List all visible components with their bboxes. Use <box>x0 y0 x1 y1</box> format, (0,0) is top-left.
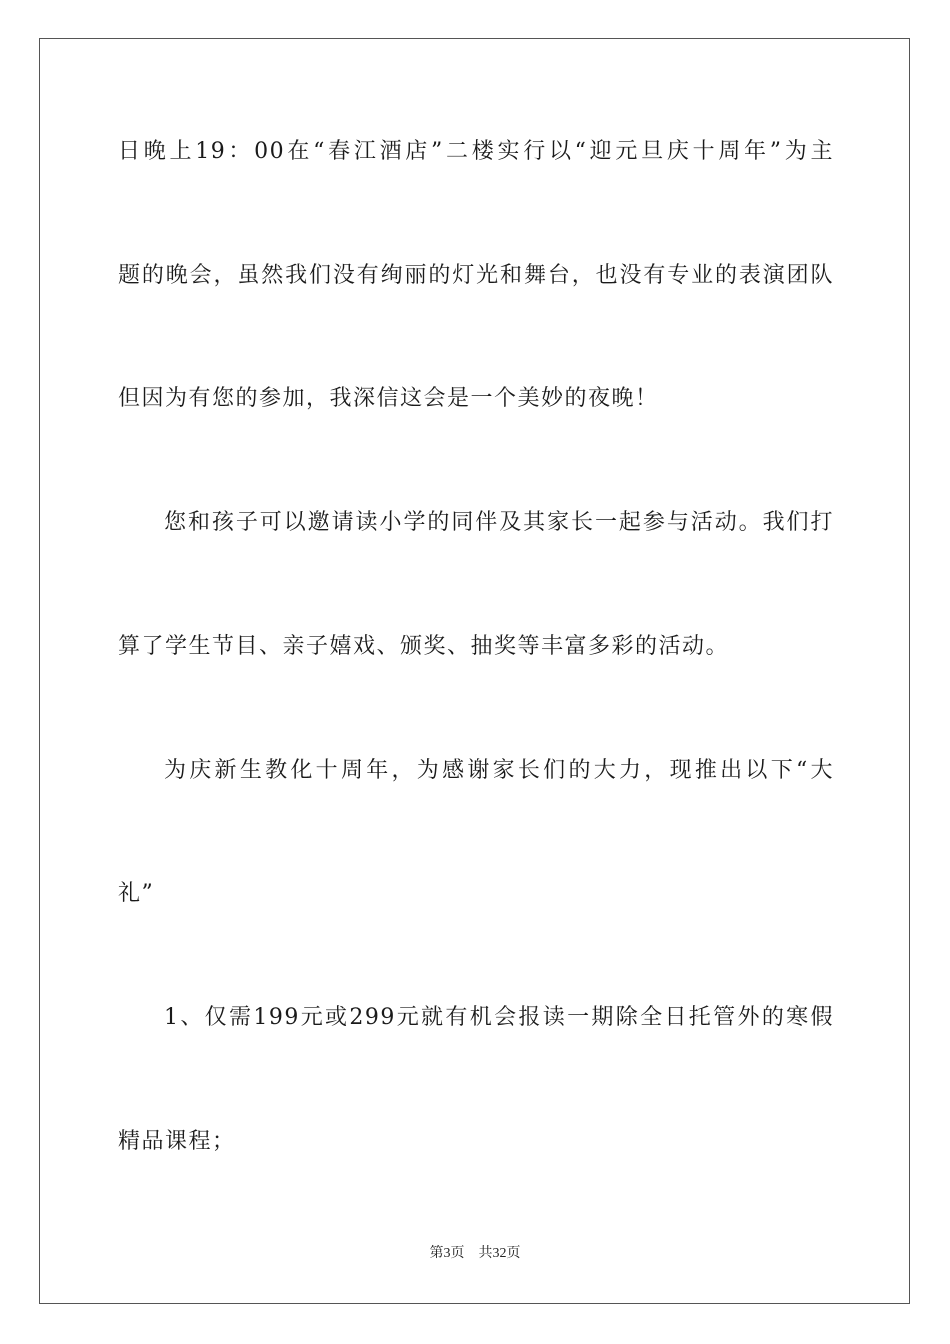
page-total: 共32页 <box>478 1246 521 1261</box>
paragraph-line: 算了学生节目、亲子嬉戏、颁奖、抽奖等丰富多彩的活动。 <box>118 634 730 659</box>
page-footer <box>0 1245 950 1263</box>
paragraph-line: 但因为有您的参加，我深信这会是一个美妙的夜晚！ <box>118 386 659 411</box>
paragraph-line: 1、仅需199元或299元就有机会报读一期除全日托管外的寒假 <box>164 1005 834 1030</box>
paragraph-line: 题的晚会，虽然我们没有绚丽的灯光和舞台，也没有专业的表演团队 <box>118 263 834 288</box>
paragraph-line: 您和孩子可以邀请读小学的同伴及其家长一起参与活动。我们打 <box>164 510 834 535</box>
page-border <box>39 38 910 1304</box>
paragraph-line: 精品课程； <box>118 1129 236 1154</box>
page-number: 第3页 <box>429 1246 465 1261</box>
paragraph-line: 日晚上19：00在“春江酒店”二楼实行以“迎元旦庆十周年”为主 <box>118 139 834 164</box>
paragraph-line: 礼” <box>118 881 155 906</box>
paragraph-line: 为庆新生教化十周年，为感谢家长们的大力，现推出以下“大 <box>164 758 834 783</box>
